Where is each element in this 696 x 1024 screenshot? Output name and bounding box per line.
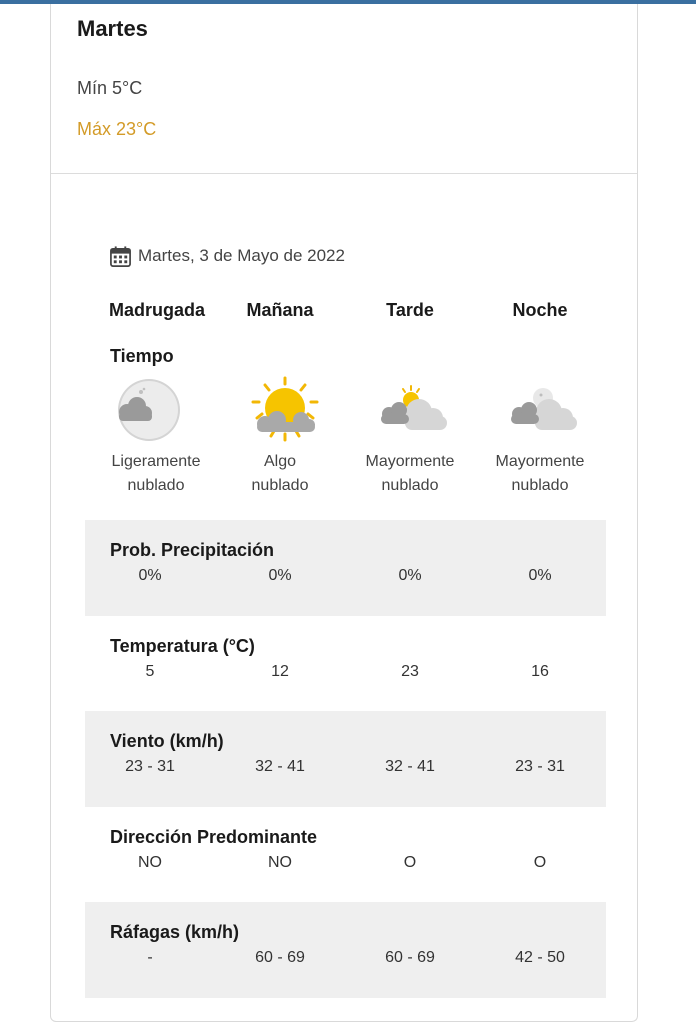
row-wind: [85, 711, 606, 807]
date-line: [109, 244, 345, 268]
row-title: Temperatura (°C): [110, 636, 255, 656]
value-manana: 0%: [268, 567, 292, 584]
moon-cloud-icon: [109, 376, 189, 448]
row-precipitation: [85, 520, 606, 616]
moon-cloudy-icon: [505, 376, 585, 448]
value-noche: 23 - 31: [515, 758, 565, 775]
row-title: Ráfagas (km/h): [110, 922, 240, 942]
sun-cloudy-icon: [375, 376, 455, 448]
row-title: Viento (km/h): [110, 731, 224, 751]
value-madrugada: NO: [138, 854, 162, 871]
value-manana: 12: [271, 663, 289, 680]
min-temperature: Mín 5°C: [77, 78, 143, 98]
row-gusts: [85, 902, 606, 998]
value-tarde: 0%: [398, 567, 422, 584]
value-manana: 32 - 41: [255, 758, 305, 775]
forecast-date: Martes, 3 de Mayo de 2022: [138, 246, 345, 265]
value-madrugada: 0%: [138, 567, 162, 584]
value-madrugada: -: [147, 949, 153, 966]
value-tarde: O: [403, 854, 417, 871]
row-title: Dirección Predominante: [110, 827, 318, 847]
row-title: Prob. Precipitación: [110, 540, 275, 560]
sky-description-noche: Mayormente nublado: [495, 453, 585, 494]
row-wind-direction: [85, 807, 606, 903]
value-noche: O: [533, 854, 547, 871]
value-tarde: 23: [401, 663, 419, 680]
value-madrugada: 5: [145, 663, 155, 680]
value-tarde: 60 - 69: [385, 949, 435, 966]
value-noche: 16: [531, 663, 549, 680]
column-tarde: Tarde: [386, 300, 434, 320]
value-madrugada: 23 - 31: [125, 758, 175, 775]
card-divider: [51, 173, 637, 174]
sky-section-title: Tiempo: [110, 346, 174, 366]
sky-description-tarde: Mayormente nublado: [365, 453, 455, 494]
value-noche: 0%: [528, 567, 552, 584]
sky-description-manana: Algo nublado: [251, 453, 309, 494]
sun-cloud-icon: [245, 376, 325, 448]
calendar-icon: [109, 245, 132, 268]
row-temperature: [85, 616, 606, 712]
column-madrugada: Madrugada: [108, 300, 205, 320]
value-tarde: 32 - 41: [385, 758, 435, 775]
value-manana: 60 - 69: [255, 949, 305, 966]
value-noche: 42 - 50: [515, 949, 565, 966]
max-temperature: Máx 23°C: [77, 119, 157, 139]
forecast-card: [50, 4, 638, 1022]
day-name: Martes: [77, 16, 148, 41]
column-manana: Mañana: [246, 300, 314, 320]
column-noche: Noche: [512, 300, 568, 320]
sky-description-madrugada: Ligeramente nublado: [111, 453, 201, 494]
value-manana: NO: [268, 854, 292, 871]
